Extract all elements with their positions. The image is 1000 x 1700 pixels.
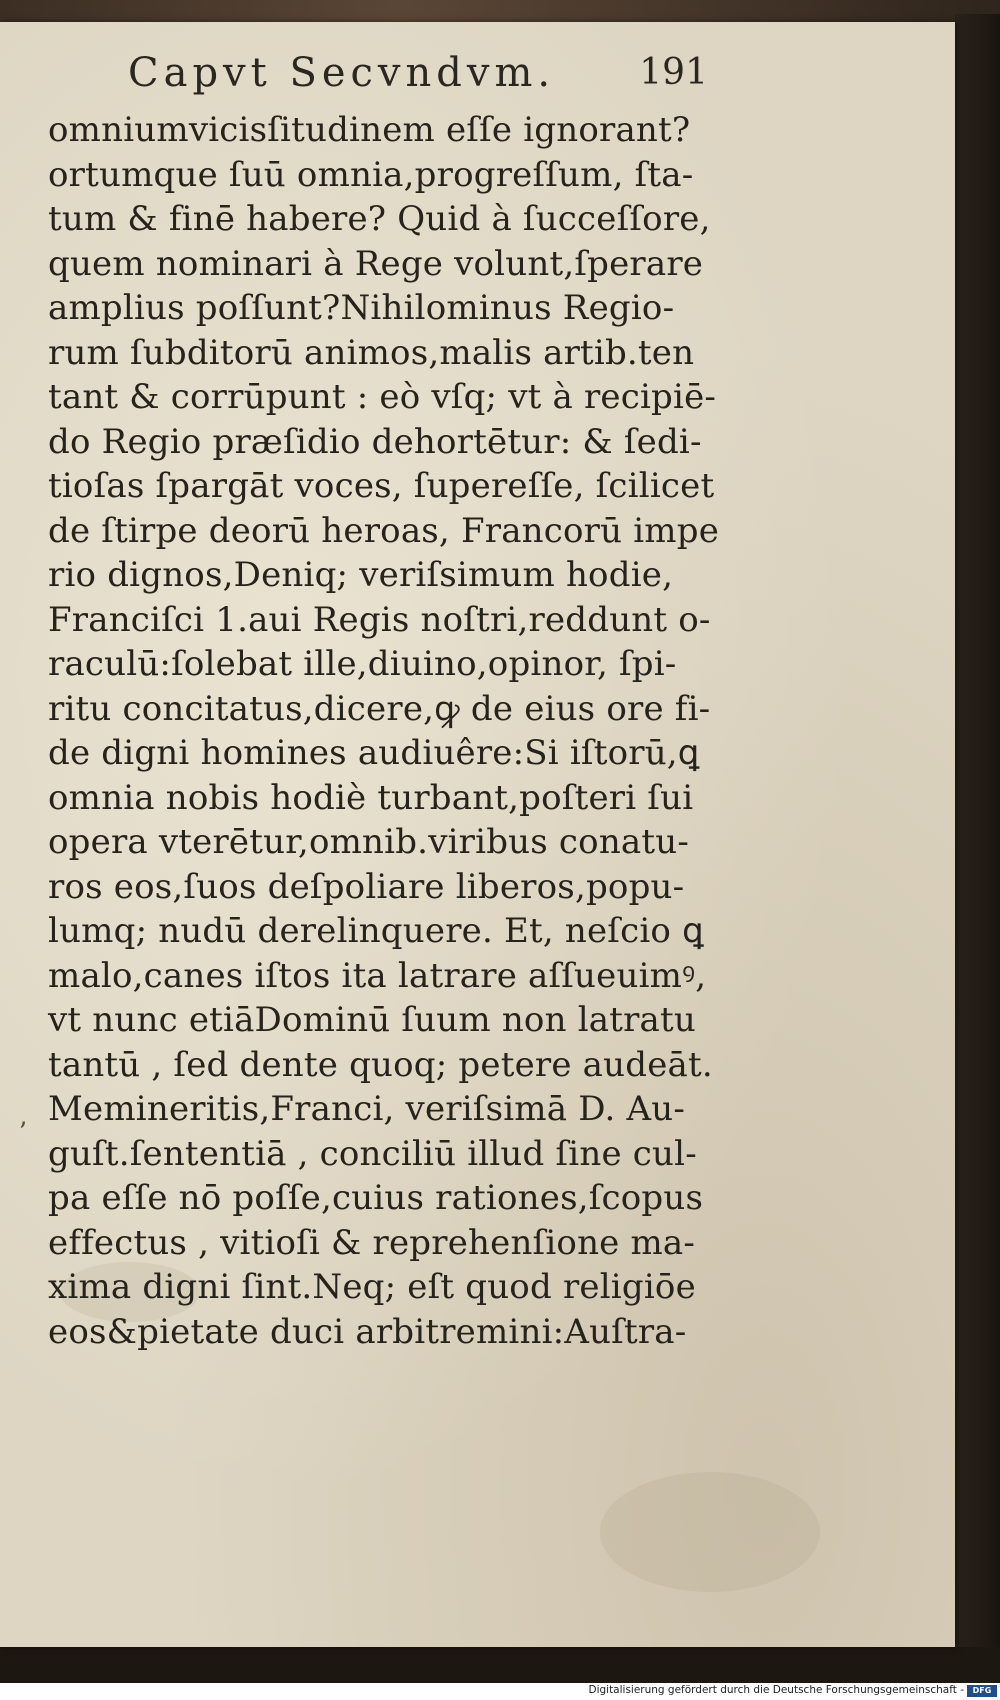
book-edge-bottom (0, 1647, 1000, 1683)
text-line: Franciſci 1.aui Regis noſtri,reddunt o- (48, 599, 711, 640)
running-head (128, 50, 708, 100)
text-line: tant & corrūpunt : eò vſq; vt à recipiē- (48, 377, 717, 417)
text-line: vt nunc etiāDominū ſuum non latratu (48, 1000, 696, 1040)
page-number: 191 (639, 52, 708, 93)
text-line: do Regio præſidio dehortētur: & ſedi- (48, 421, 702, 462)
text-line: tantū , ſed dente quoq; petere audeāt. (48, 1044, 713, 1085)
text-line: tioſas ſpargāt voces, ſupereſſe, ſcilicet (48, 466, 715, 506)
paper-stain (600, 1472, 820, 1592)
text-line: amplius poſſunt?Nihilominus Regio- (48, 288, 675, 328)
text-line: de ſtirpe deorū heroas, Francorū impe (48, 510, 720, 551)
text-line: lumq; nudū derelinquere. Et, neſcio ꝗ (48, 911, 704, 951)
text-line: quem nominari à Rege volunt,ſperare (48, 243, 704, 284)
body-text (48, 108, 748, 1354)
text-line: pa eſſe nō poſſe,cuius rationes,ſcopus (48, 1178, 704, 1218)
margin-mark: ʼ (18, 1118, 27, 1148)
running-title: Capvt Secvndvm. (128, 50, 556, 96)
text-line: malo,canes iſtos ita latrare aſſueuimꝰ, (48, 955, 707, 996)
credit-bar (0, 1683, 1000, 1700)
text-line: rum ſubditorū animos,malis artib.ten (48, 332, 695, 373)
text-line: guſt.ſententiā , conciliū illud ſine cul- (48, 1133, 697, 1174)
text-line: ros eos,ſuos deſpoliare liberos,popu- (48, 866, 685, 907)
dfg-logo: DFG (967, 1685, 997, 1697)
text-line: Memineritis,Franci, veriſsimā D. Au- (48, 1089, 686, 1129)
credit-text: Digitalisierung gefördert durch die Deutsche Forschungsgemeinschaft - (588, 1684, 964, 1696)
text-line: eos&pietate duci arbitremini:Auſtra- (48, 1311, 687, 1352)
text-line: ritu concitatus,dicere,ꝙ de eius ore fi- (48, 688, 711, 729)
text-line: omniumvicisſitudinem eſſe ignorant? (48, 110, 691, 150)
text-line: raculū:ſolebat ille,diuino,opinor, ſpi- (48, 644, 677, 684)
text-line: ortumque ſuū omnia,progreſſum, ſta- (48, 154, 694, 195)
text-line: omnia nobis hodiè turbant,poſteri ſui (48, 777, 694, 818)
text-line: rio dignos,Deniq; veriſsimum hodie, (48, 555, 674, 595)
text-line: effectus , vitioſi & reprehenſione ma- (48, 1222, 696, 1263)
text-line: de digni homines audiuêre:Si iſtorū,ꝗ (48, 733, 700, 773)
text-line: tum & finē habere? Quid à ſucceſſore, (48, 199, 711, 239)
text-line: xima digni ſint.Neq; eſt quod religiōe (48, 1267, 696, 1307)
text-line: opera vterētur,omnib.viribus conatu- (48, 822, 690, 862)
book-edge-right (955, 14, 1000, 1654)
